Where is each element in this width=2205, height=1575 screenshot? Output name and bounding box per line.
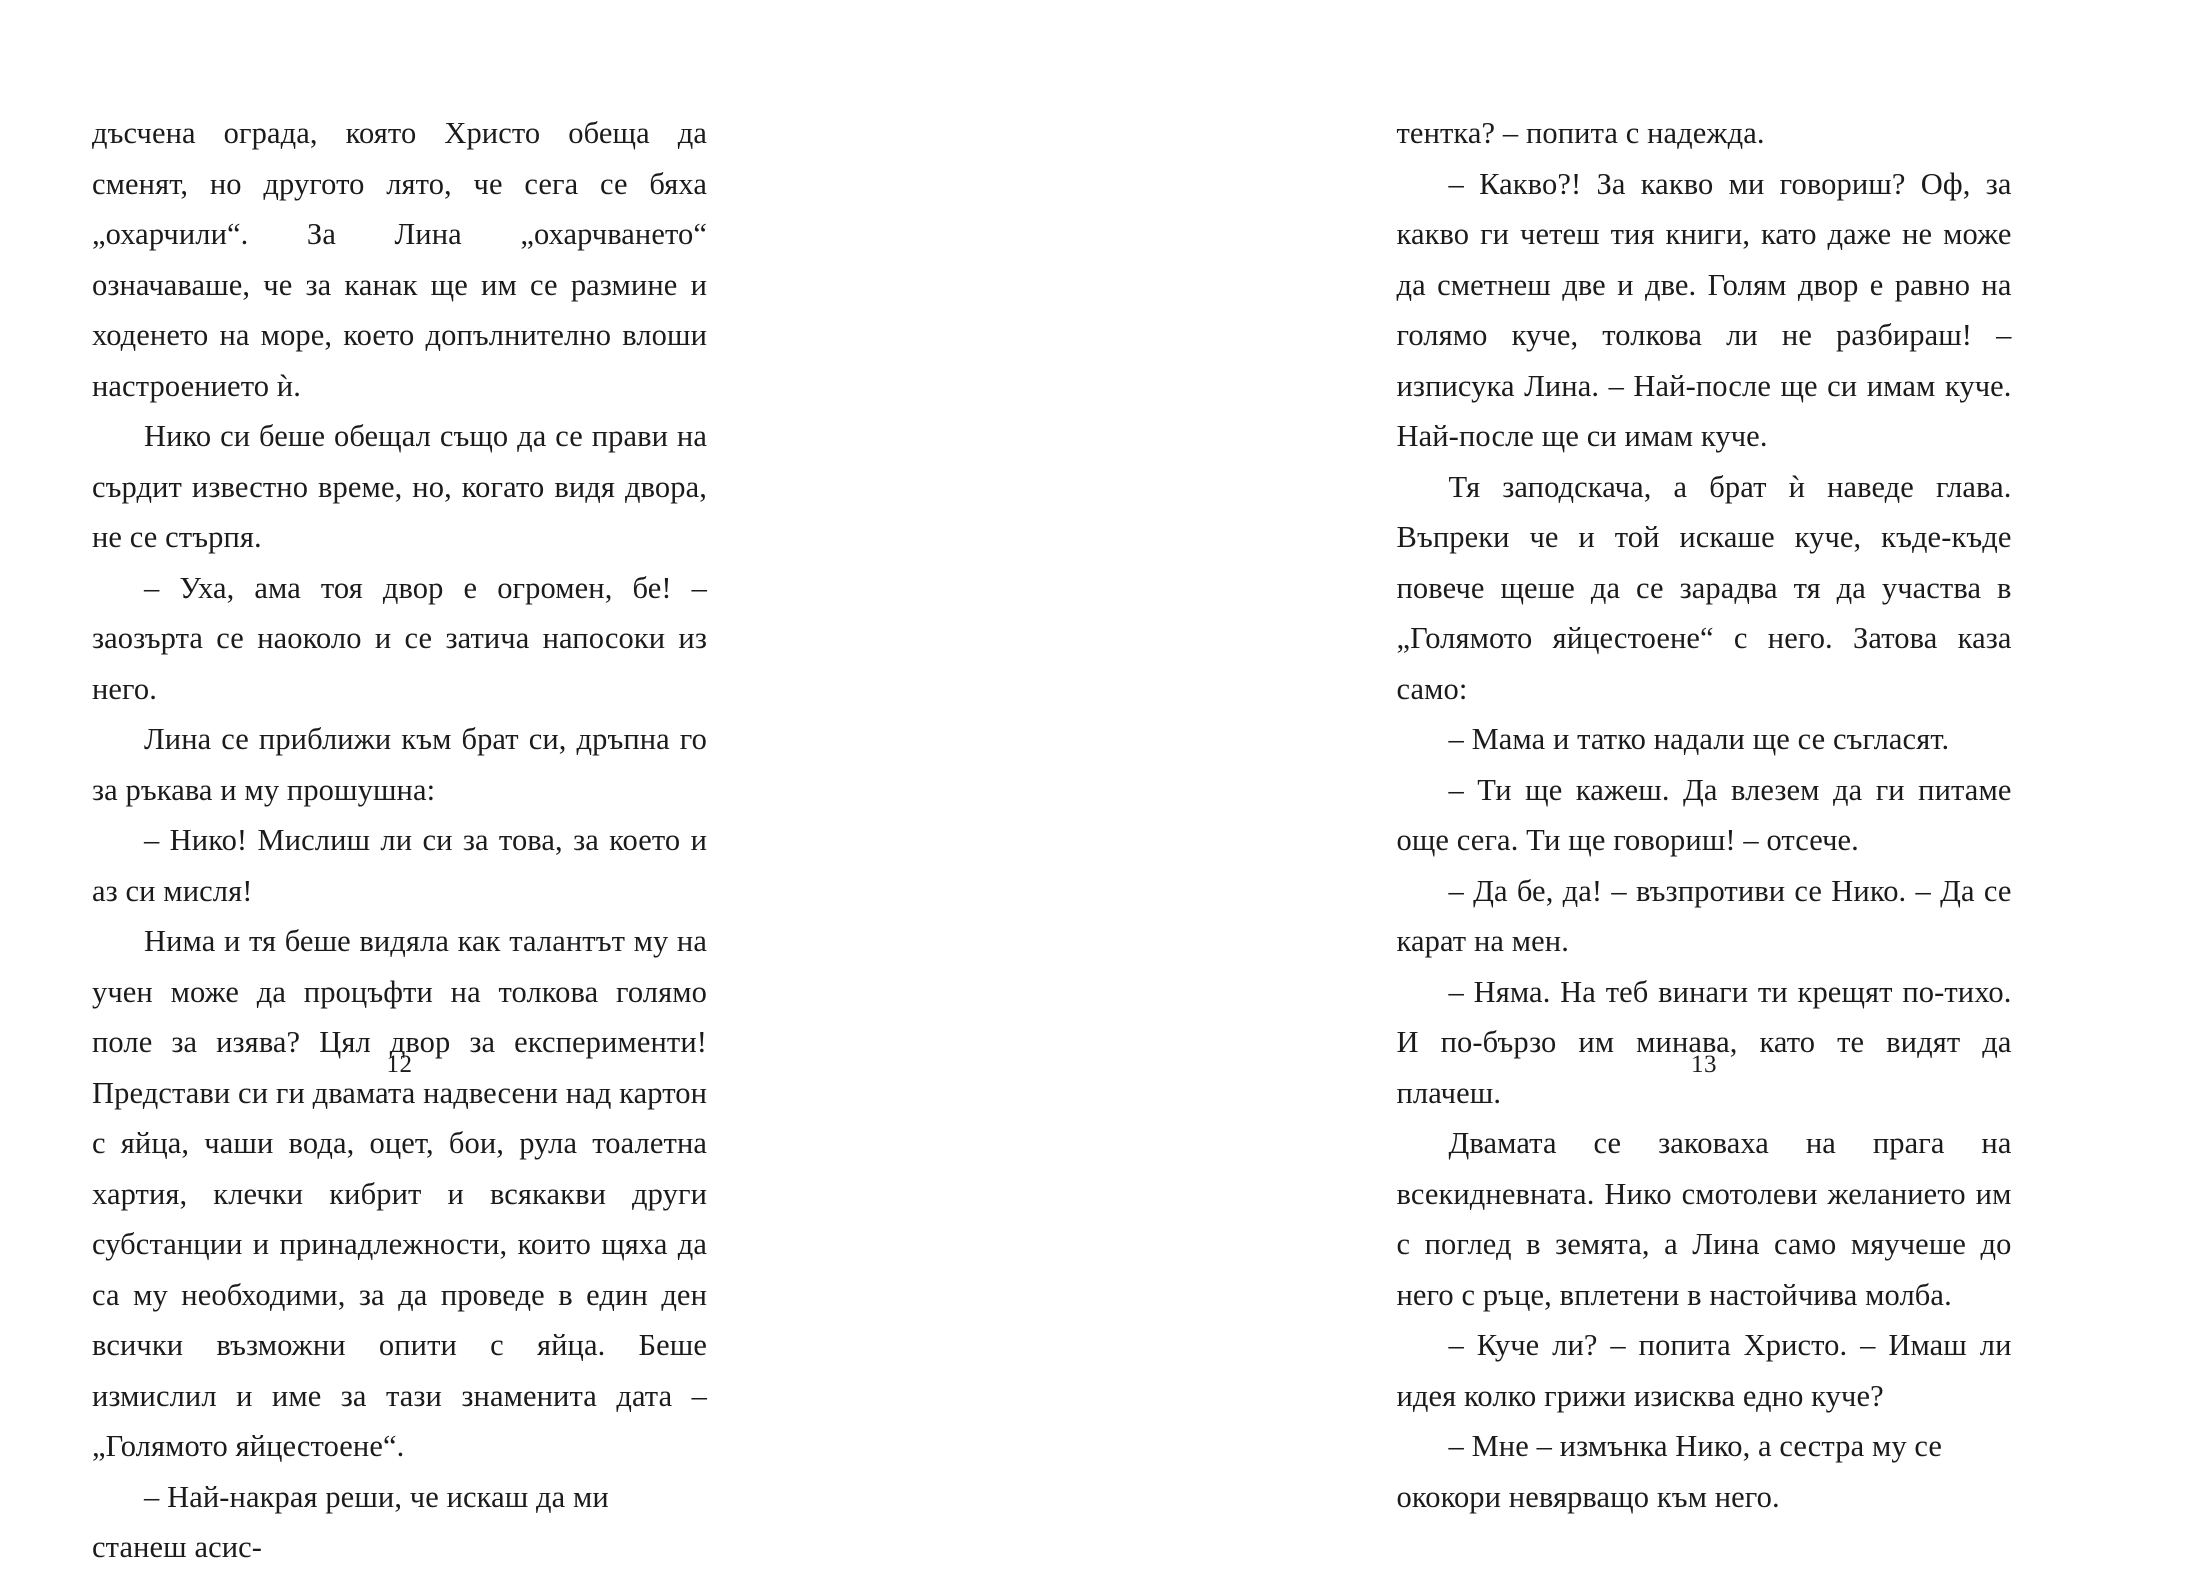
- paragraph: Нима и тя беше видяла как талантът му на учен може да процъфти на толкова голямо поле за изява? Цял двор за експерименти! Представи си ги двамата надвесени над картон с яйца, чаши вода, оцет, бои, рула тоалетна хартия, клечки кибрит и всякакви други субстанции и принадлежности, които щяха да са му необходими, за да проведе в един ден всички възможни опити с яйца. Беше измислил и име за тази знаменита дата – „Голямото яйцестоене“.: [92, 924, 708, 1463]
- page-right-textblock: [1397, 108, 2012, 1522]
- paragraph: – Мама и татко надали ще се съгласят.: [1448, 722, 1950, 756]
- page-left-textblock: [92, 108, 707, 1573]
- paragraph: Тя заподскача, а брат ѝ наведе глава. Въпреки че и той искаше куче, къде-къде повече щеше да се зарадва тя да участва в „Голямото яйцестоене“ с него. Затова каза само:: [1396, 469, 2012, 706]
- paragraph: тентка? – попита с надежда.: [1396, 116, 1765, 150]
- paragraph: – Няма. На теб винаги ти крещят по-тихо. И по-бързо им минава, като те видят да плачеш.: [1396, 974, 2012, 1110]
- paragraph: Лина се приближи към брат си, дръпна го за ръкава и му прошушна:: [92, 722, 707, 807]
- paragraph: – Уха, ама тоя двор е огромен, бе! – заозърта се наоколо и се затича напосоки из него.: [92, 570, 707, 706]
- paragraph: Нико си беше обещал също да се прави на сърдит известно време, но, когато видя двора, не се стърпя.: [92, 419, 707, 554]
- paragraph: – Нико! Мислиш ли си за това, за което и аз си мисля!: [92, 823, 707, 908]
- page-right: [1103, 0, 2205, 1575]
- paragraph: Двамата се заковаха на прага на всекидневната. Нико смотолеви желанието им с поглед в земята, а Лина само мяучеше до него с ръце, вплетени в настойчива молба.: [1396, 1126, 2012, 1312]
- paragraph: – Да бе, да! – възпротиви се Нико. – Да се карат на мен.: [1396, 873, 2012, 958]
- paragraph: – Ти ще кажеш. Да влезем да ги питаме още сега. Ти ще говориш! – отсече.: [1396, 772, 2012, 857]
- paragraph: – Какво?! За какво ми говориш? Оф, за какво ги четеш тия книги, като даже не може да сметнеш две и две. Голям двор е равно на голямо куче, толкова ли не разбираш! – изписука Лина. – Най-после ще си имам куче. Най-после ще си имам куче.: [1396, 166, 2012, 453]
- paragraph: – Най-накрая реши, че искаш да ми станеш асис-: [92, 1479, 609, 1564]
- paragraph: – Куче ли? – попита Христо. – Имаш ли идея колко грижи изисква едно куче?: [1396, 1328, 2012, 1413]
- page-number-right: 13: [1691, 1051, 1717, 1078]
- paragraph: – Мне – измънка Нико, а сестра му се ококори невярващо към него.: [1396, 1429, 1943, 1514]
- page-number-left: 12: [386, 1051, 413, 1078]
- paragraph: дъсчена ограда, която Христо обеща да сменят, но другото лято, че сега се бяха „охарчили“. За Лина „охарчването“ означаваше, че за канак ще им се размине и ходенето на море, което допълнително влоши настроението ѝ.: [92, 116, 707, 403]
